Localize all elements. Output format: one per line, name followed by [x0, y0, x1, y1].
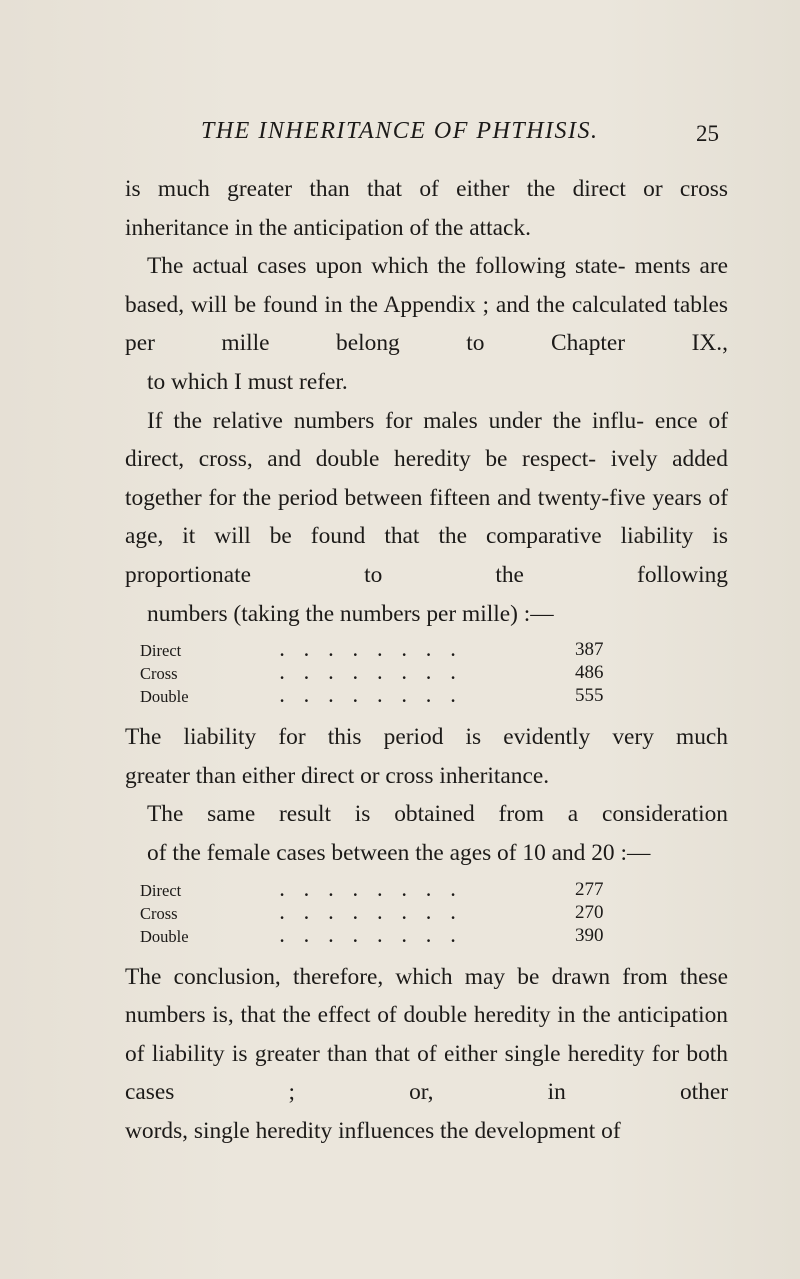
dot-leader: ........ — [280, 664, 476, 684]
paragraph-females — [125, 795, 728, 872]
paragraph-liability — [125, 718, 728, 795]
table-row — [140, 901, 728, 927]
paragraph-last-line: inheritance in the anticipation of the attack. — [125, 214, 531, 241]
paragraph-conclusion — [125, 958, 728, 1151]
row-label: Double — [140, 687, 189, 707]
row-value: 486 — [575, 662, 604, 684]
paragraph-continuation — [125, 170, 728, 247]
row-label: Cross — [140, 664, 178, 684]
table-row — [140, 878, 728, 904]
row-value: 555 — [575, 685, 604, 707]
row-label: Direct — [140, 880, 182, 900]
row-value: 387 — [575, 639, 604, 661]
row-label: Cross — [140, 903, 178, 923]
paragraph-last-line: greater than either direct or cross inheritance. — [125, 762, 550, 789]
table-row — [140, 641, 728, 664]
paragraph-text: The liability for this period is evidently very much — [125, 724, 728, 751]
page-number: 25 — [696, 121, 719, 146]
row-label: Double — [140, 926, 189, 946]
paragraph-last-line: words, single heredity influences the development of — [125, 1117, 621, 1144]
row-value: 270 — [575, 901, 604, 923]
dot-leader: ........ — [280, 641, 476, 661]
paragraph-text: The same result is obtained from a consideration — [147, 801, 728, 828]
table-row — [140, 924, 728, 950]
running-head — [0, 118, 800, 148]
paragraph-text: The actual cases upon which the following state- ments are based, will be found in the Appendix ; and the calculated tables per mille belong to Chapter IX., — [125, 253, 728, 357]
table-row — [140, 664, 728, 687]
females-liability-table — [140, 878, 728, 950]
paragraph-text: is much greater than that of either the direct or cross — [125, 176, 728, 202]
body-text — [125, 170, 728, 1150]
dot-leader: ........ — [280, 926, 476, 946]
paragraph-last-line: numbers (taking the numbers per mille) :— — [147, 600, 554, 627]
row-value: 277 — [575, 878, 604, 900]
paragraph-last-line: of the female cases between the ages of 10 and 20 :— — [147, 839, 651, 866]
dot-leader: ........ — [280, 903, 476, 923]
paragraph-text: The conclusion, therefore, which may be drawn from these numbers is, that the effect of double heredity in the anticipation of liability is greater than that of either single heredity for both cases ; or, in other — [125, 963, 728, 1106]
table-row — [140, 687, 728, 710]
paragraph-appendix-note — [125, 247, 728, 401]
dot-leader: ........ — [280, 880, 476, 900]
running-title: THE INHERITANCE OF PHTHISIS. — [201, 118, 599, 144]
row-label: Direct — [140, 641, 182, 661]
row-value: 390 — [575, 924, 604, 946]
paragraph-last-line: to which I must refer. — [147, 368, 348, 395]
paragraph-text: If the relative numbers for males under the influ- ence of direct, cross, and double heredity be respect- ively added together for the period between fifteen and twenty-five years of age, it will be found that the comparative liability is proportionate to the following — [125, 407, 728, 588]
dot-leader: ........ — [280, 687, 476, 707]
paragraph-males — [125, 402, 728, 634]
males-liability-table — [140, 641, 728, 710]
